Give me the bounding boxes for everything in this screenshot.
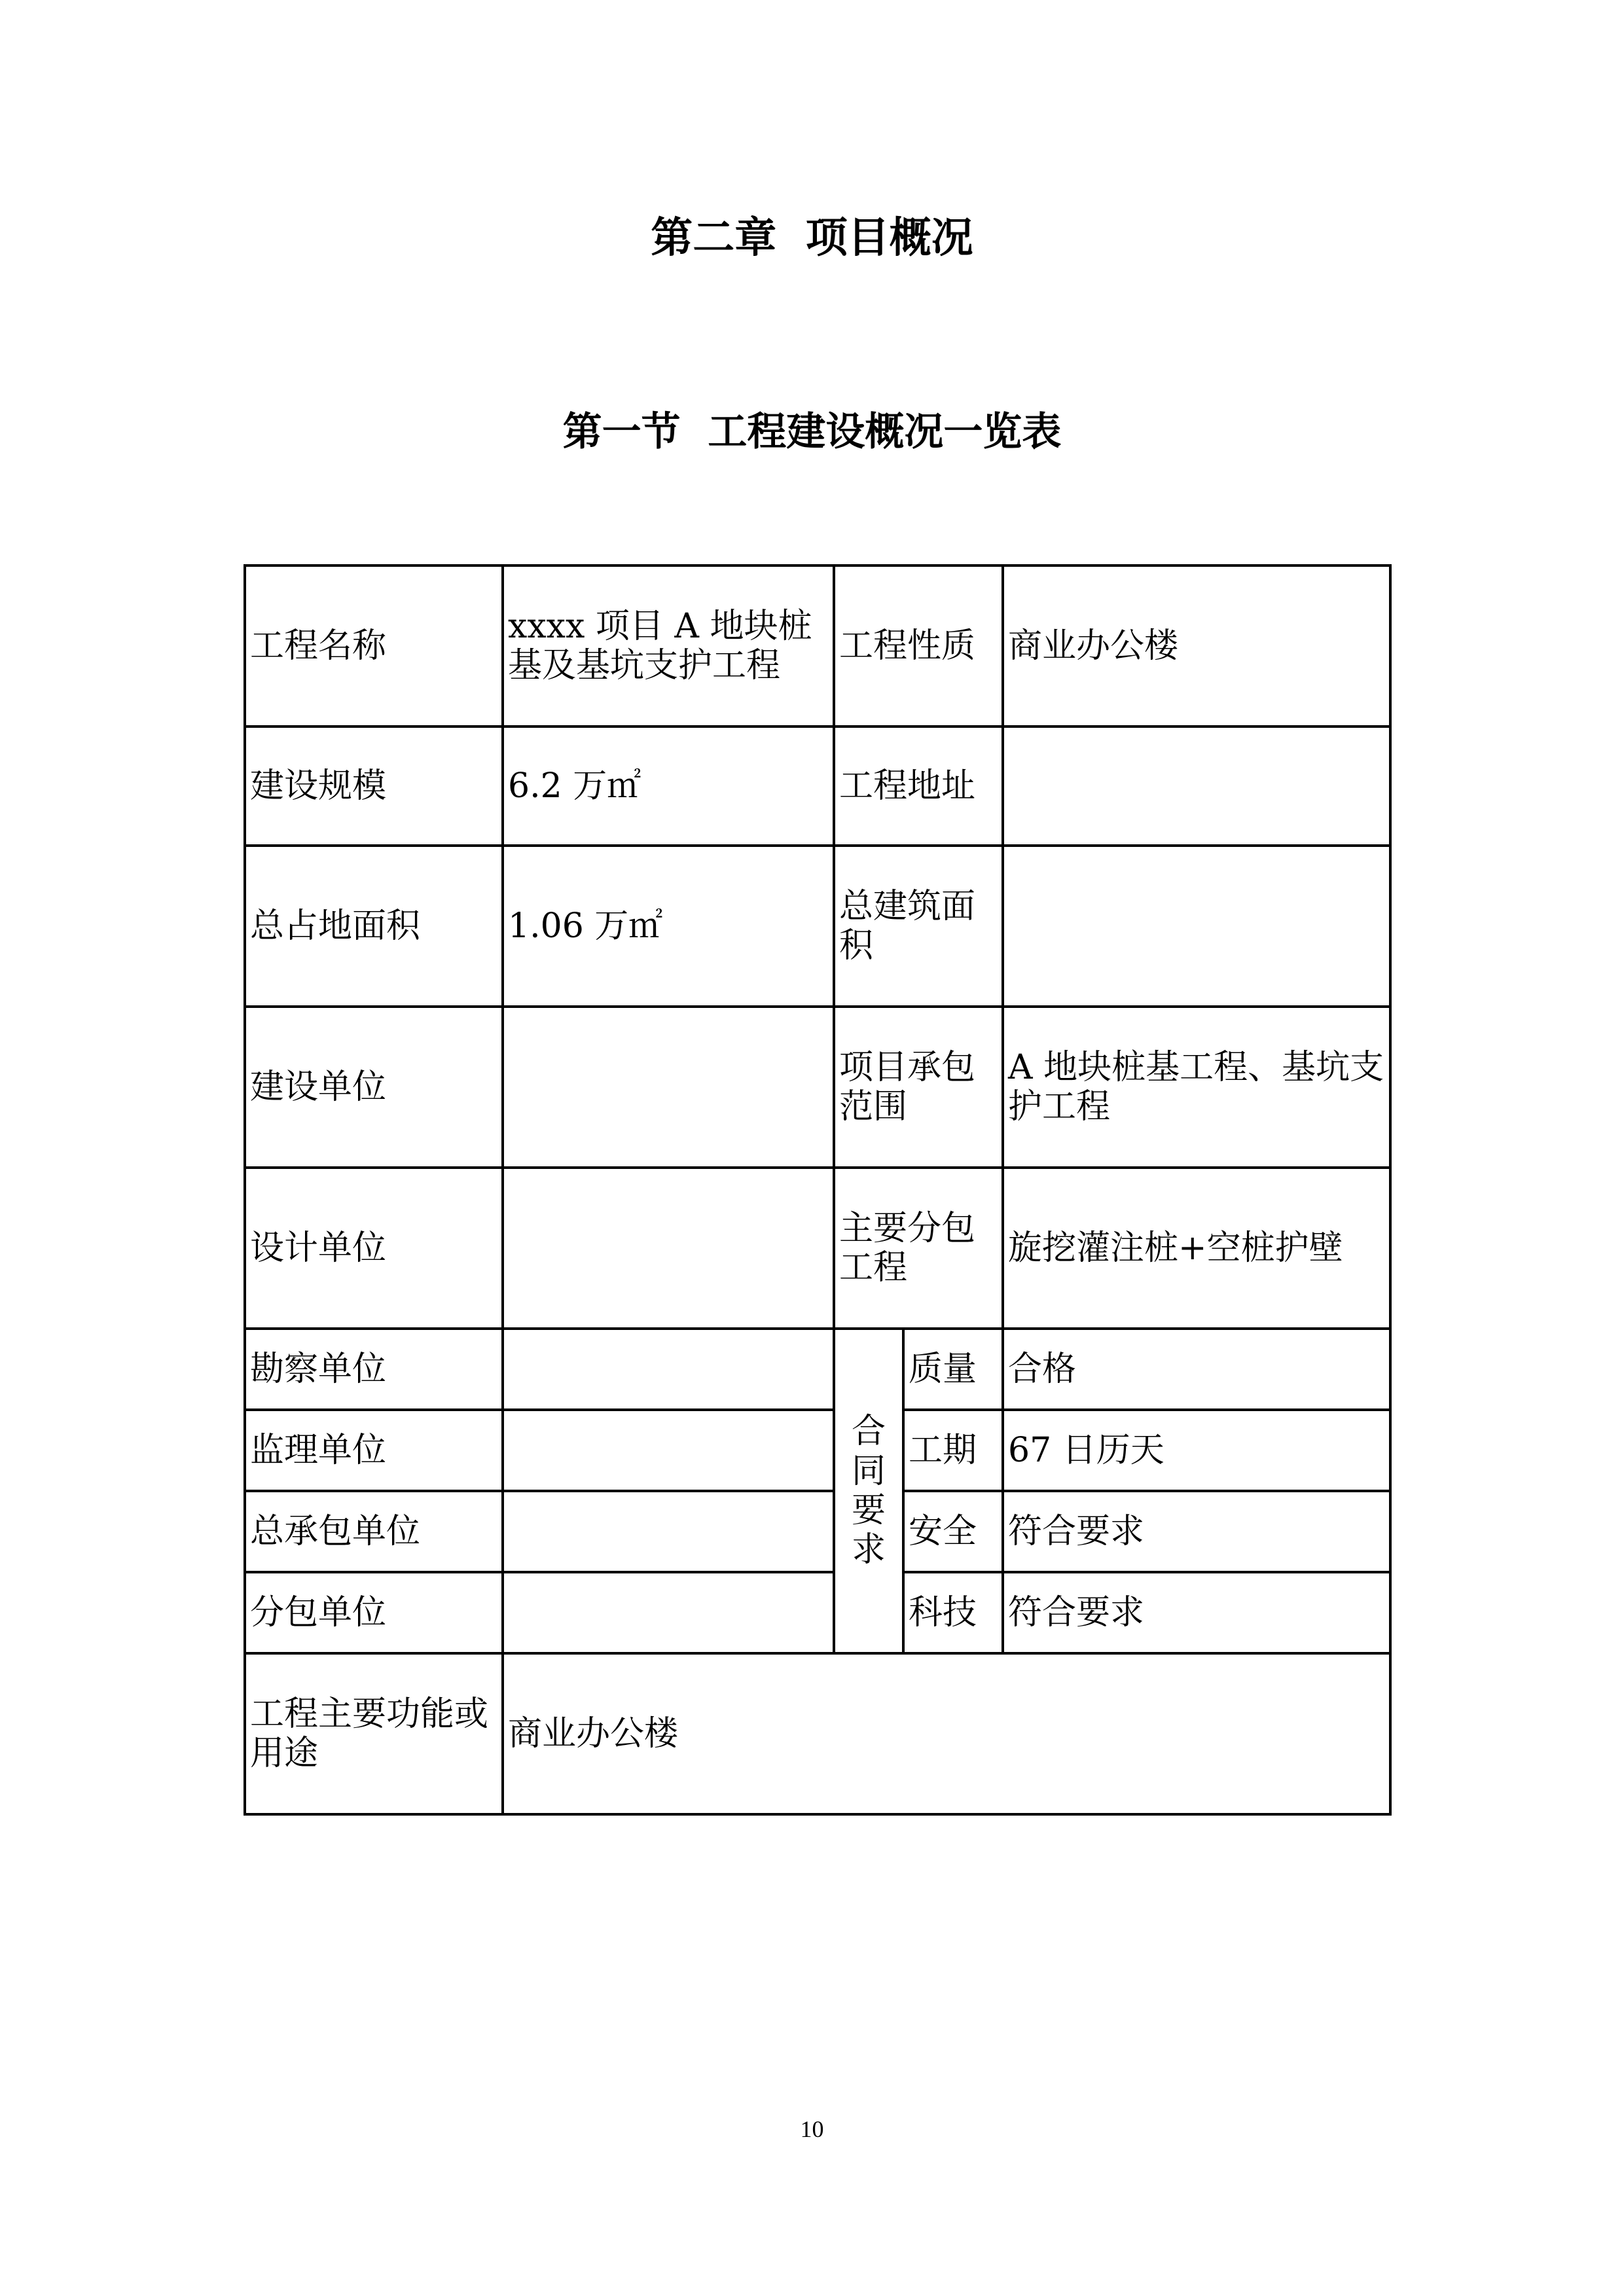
contract-key: 工期 [903, 1410, 1003, 1491]
table-row [245, 1168, 1390, 1329]
function-value: 商业办公楼 [503, 1653, 1390, 1814]
row-label: 设计单位 [245, 1168, 503, 1329]
table-row [245, 846, 1390, 1007]
contract-requirements-label: 合同要求 [834, 1329, 903, 1653]
unit-label: 监理单位 [245, 1410, 503, 1491]
contract-value: 符合要求 [1003, 1572, 1390, 1653]
table-row [245, 565, 1390, 726]
table-row [245, 1329, 1390, 1410]
contract-value: 符合要求 [1003, 1491, 1390, 1572]
row-value-2: 旋挖灌注桩+空桩护壁 [1003, 1168, 1390, 1329]
contract-key: 安全 [903, 1491, 1003, 1572]
table-row [245, 1572, 1390, 1653]
unit-value [503, 1329, 834, 1410]
unit-value [503, 1491, 834, 1572]
contract-key: 质量 [903, 1329, 1003, 1410]
contract-value: 合格 [1003, 1329, 1390, 1410]
table-row [245, 1410, 1390, 1491]
row-label: 总占地面积 [245, 846, 503, 1007]
row-value: xxxx 项目 A 地块桩基及基坑支护工程 [503, 565, 834, 726]
row-value: 6.2 万㎡ [503, 726, 834, 846]
row-label-2: 工程地址 [834, 726, 1003, 846]
row-value [503, 1007, 834, 1168]
row-label: 建设单位 [245, 1007, 503, 1168]
table-row [245, 1007, 1390, 1168]
unit-value [503, 1410, 834, 1491]
unit-label: 分包单位 [245, 1572, 503, 1653]
project-overview-table [244, 564, 1392, 1816]
row-value-2 [1003, 846, 1390, 1007]
page-number: 10 [800, 2116, 824, 2142]
row-label-2: 总建筑面积 [834, 846, 1003, 1007]
contract-key: 科技 [903, 1572, 1003, 1653]
row-value-2: 商业办公楼 [1003, 565, 1390, 726]
unit-label: 总承包单位 [245, 1491, 503, 1572]
row-value-2: A 地块桩基工程、基坑支护工程 [1003, 1007, 1390, 1168]
row-label-2: 项目承包范围 [834, 1007, 1003, 1168]
row-value [503, 1168, 834, 1329]
row-label-2: 工程性质 [834, 565, 1003, 726]
table-row [245, 1491, 1390, 1572]
row-value: 1.06 万㎡ [503, 846, 834, 1007]
row-value-2 [1003, 726, 1390, 846]
table-row [245, 1653, 1390, 1814]
unit-label: 勘察单位 [245, 1329, 503, 1410]
table-row [245, 726, 1390, 846]
row-label: 建设规模 [245, 726, 503, 846]
row-label: 工程名称 [245, 565, 503, 726]
row-label-2: 主要分包工程 [834, 1168, 1003, 1329]
contract-value: 67 日历天 [1003, 1410, 1390, 1491]
section-title: 第一节 工程建设概况一览表 [562, 409, 1062, 455]
chapter-title: 第二章 项目概况 [651, 214, 973, 262]
function-label: 工程主要功能或用途 [245, 1653, 503, 1814]
unit-value [503, 1572, 834, 1653]
